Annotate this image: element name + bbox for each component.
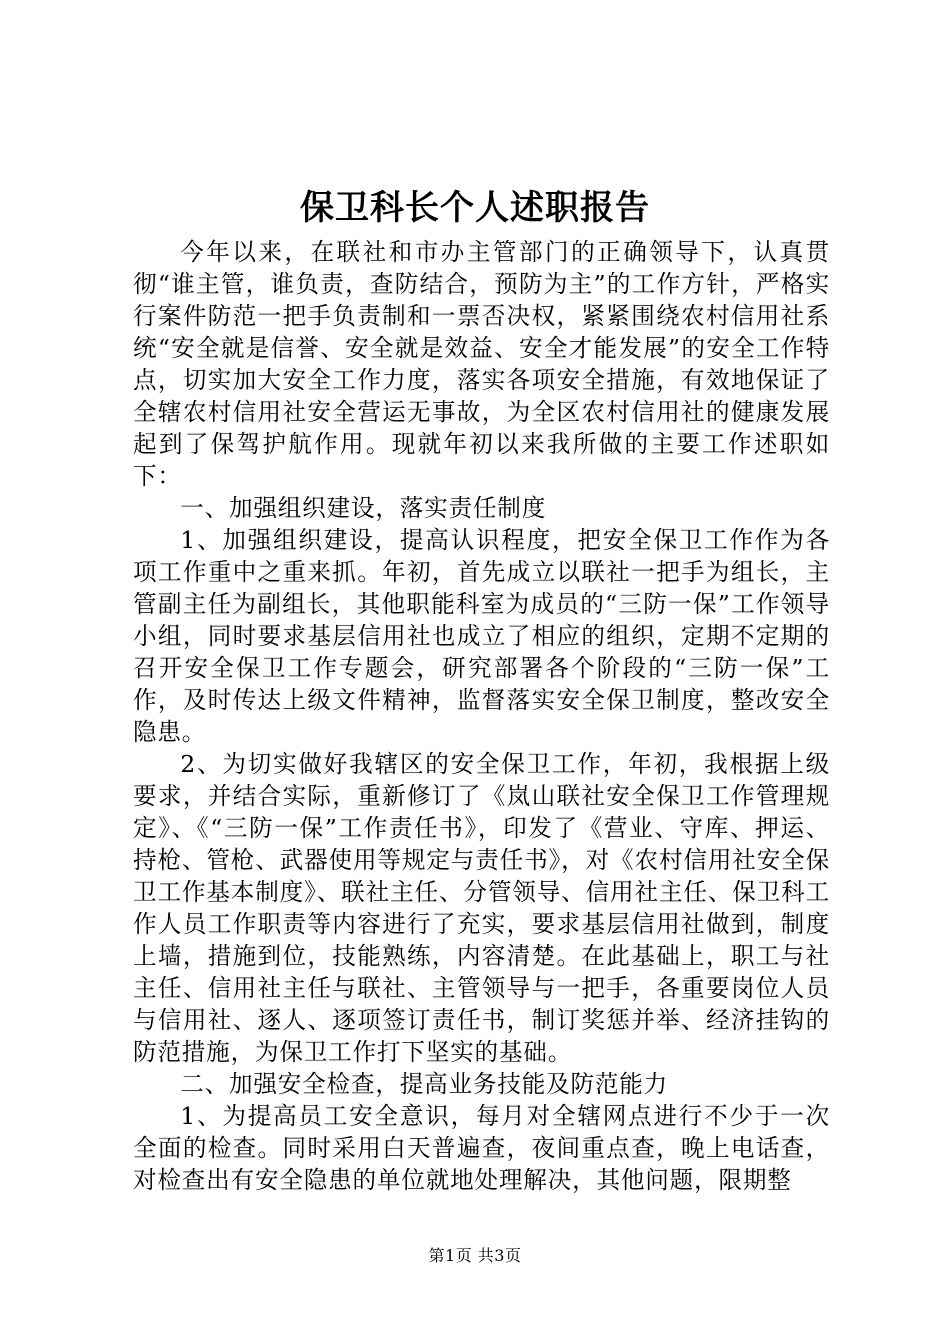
intro-paragraph: 今年以来，在联社和市办主管部门的正确领导下，认真贯彻“谁主管，谁负责，查防结合，预防为主”的工作方针，严格实行案件防范一把手负责制和一票否决权，紧紧围绕农村信用社系统“安全就是信誉、安全就是效益、安全才能发展”的安全工作特点，切实加大安全工作力度，落实各项安全措施，有效地保证了全辖农村信用社安全营运无事故，为全区农村信用社的健康发展起到了保驾护航作用。现就年初以来我所做的主要工作述职如下： (133, 238, 830, 490)
document-body (133, 236, 830, 1196)
section-2-item-1: 1、为提高员工安全意识，每月对全辖网点进行不少于一次全面的检查。同时采用白天普遍查，夜间重点查，晚上电话查，对检查出有安全隐患的单位就地处理解决，其他问题，限期整 (133, 1102, 830, 1194)
document-title: 保卫科长个人述职报告 (300, 188, 650, 228)
section-heading-2: 二、加强安全检查，提高业务技能及防范能力 (180, 1070, 669, 1098)
page-footer: 第1页 共3页 (428, 1246, 522, 1265)
section-heading-1: 一、加强组织建设，落实责任制度 (180, 494, 547, 522)
section-1-item-1: 1、加强组织建设，提高认识程度，把安全保卫工作作为各项工作重中之重来抓。年初，首先成立以联社一把手为组长，主管副主任为副组长，其他职能科室为成员的“三防一保”工作领导小组，同时要求基层信用社也成立了相应的组织，定期不定期的召开安全保卫工作专题会，研究部署各个阶段的“三防一保”工作，及时传达上级文件精神，监督落实安全保卫制度，整改安全隐患。 (133, 526, 830, 746)
section-1-item-2: 2、为切实做好我辖区的安全保卫工作，年初，我根据上级要求，并结合实际，重新修订了《岚山联社安全保卫工作管理规定》、《“三防一保”工作责任书》，印发了《营业、守库、押运、持枪、管枪、武器使用等规定与责任书》，对《农村信用社安全保卫工作基本制度》、联社主任、分管领导、信用社主任、保卫科工作人员工作职责等内容进行了充实，要求基层信用社做到，制度上墙，措施到位，技能熟练，内容清楚。在此基础上，职工与社主任、信用社主任与联社、主管领导与一把手，各重要岗位人员与信用社、逐人、逐项签订责任书，制订奖惩并举、经济挂钩的防范措施，为保卫工作打下坚实的基础。 (133, 750, 830, 1066)
